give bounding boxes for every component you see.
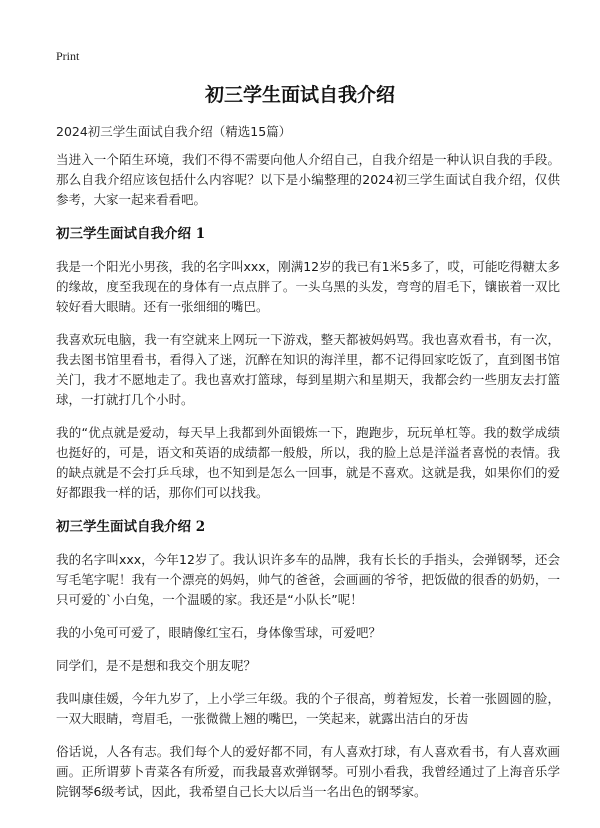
section-heading-2: 初三学生面试自我介绍 2	[56, 519, 206, 535]
intro-paragraph: 当进入一个陌生环境，我们不得不需要向他人介绍自己，自我介绍是一种认识自我的手段。那么自我介绍应该包括什么内容呢？以下是小编整理的2024初三学生面试自我介绍，仅供参考，大家一起来看看吧。	[56, 152, 560, 207]
paragraph: 我的名字叫xxx，今年12岁了。我认识许多车的品牌，我有长长的手指头，会弹钢琴，还会写毛笔字呢！我有一个漂亮的妈妈，帅气的爸爸，会画画的爷爷，把饭做的很香的奶奶，一只可爱的`小白兔，一个温暖的家。我还是“小队长”呢！	[56, 552, 560, 607]
document-body	[56, 150, 560, 815]
document-subtitle: 2024初三学生面试自我介绍（精选15篇）	[56, 124, 292, 139]
paragraph: 我的小兔可可爱了，眼睛像红宝石，身体像雪球，可爱吧？	[56, 625, 382, 640]
page-title: 初三学生面试自我介绍	[204, 84, 395, 106]
paragraph: 我的“优点就是爱动，每天早上我都到外面锻炼一下，跑跑步，玩玩单杠等。我的数学成绩也挺好的，可是，语文和英语的成绩都一般般，所以，我的脸上总是洋溢者喜悦的表情。我的缺点就是不会打乒乓球，也不知到是怎么一回事，就是不喜欢。这就是我，如果你们的爱好都跟我一样的话，那你们可以找我。	[56, 425, 560, 500]
paragraph: 我是一个阳光小男孩，我的名字叫xxx，刚满12岁的我已有1米5多了，哎，可能吃得糖太多的缘故，度至我现在的身体有一点点胖了。一头乌黑的头发，弯弯的眉毛下，镶嵌着一双比较好看大眼睛。还有一张细细的嘴巴。	[56, 259, 561, 314]
paragraph: 俗话说，人各有志。我们每个人的爱好都不同，有人喜欢打球，有人喜欢看书，有人喜欢画画。正所谓萝卜青菜各有所爱，而我最喜欢弹钢琴。可别小看我，我曾经通过了上海音乐学院钢琴6级考试，因此，我希望自己长大以后当一名出色的钢琴家。	[56, 744, 560, 799]
print-link[interactable]: Print	[56, 49, 80, 63]
paragraph: 我喜欢玩电脑，我一有空就来上网玩一下游戏，整天都被妈妈骂。我也喜欢看书，有一次，我去图书馆里看书，看得入了迷，沉醉在知识的海洋里，都不记得回家吃饭了，直到图书馆关门，我才不愿地走了。我也喜欢打篮球，每到星期六和星期天，我都会约一些朋友去打篮球，一打就打几个小时。	[56, 332, 560, 407]
paragraph: 同学们，是不是想和我交个朋友呢？	[56, 658, 257, 673]
section-heading-1: 初三学生面试自我介绍 1	[56, 226, 206, 242]
paragraph: 我叫康佳媛，今年九岁了，上小学三年级。我的个子很高，剪着短发，长着一张圆圆的脸，一双大眼睛，弯眉毛，一张微微上翘的嘴巴，一笑起来，就露出洁白的牙齿	[56, 691, 560, 726]
